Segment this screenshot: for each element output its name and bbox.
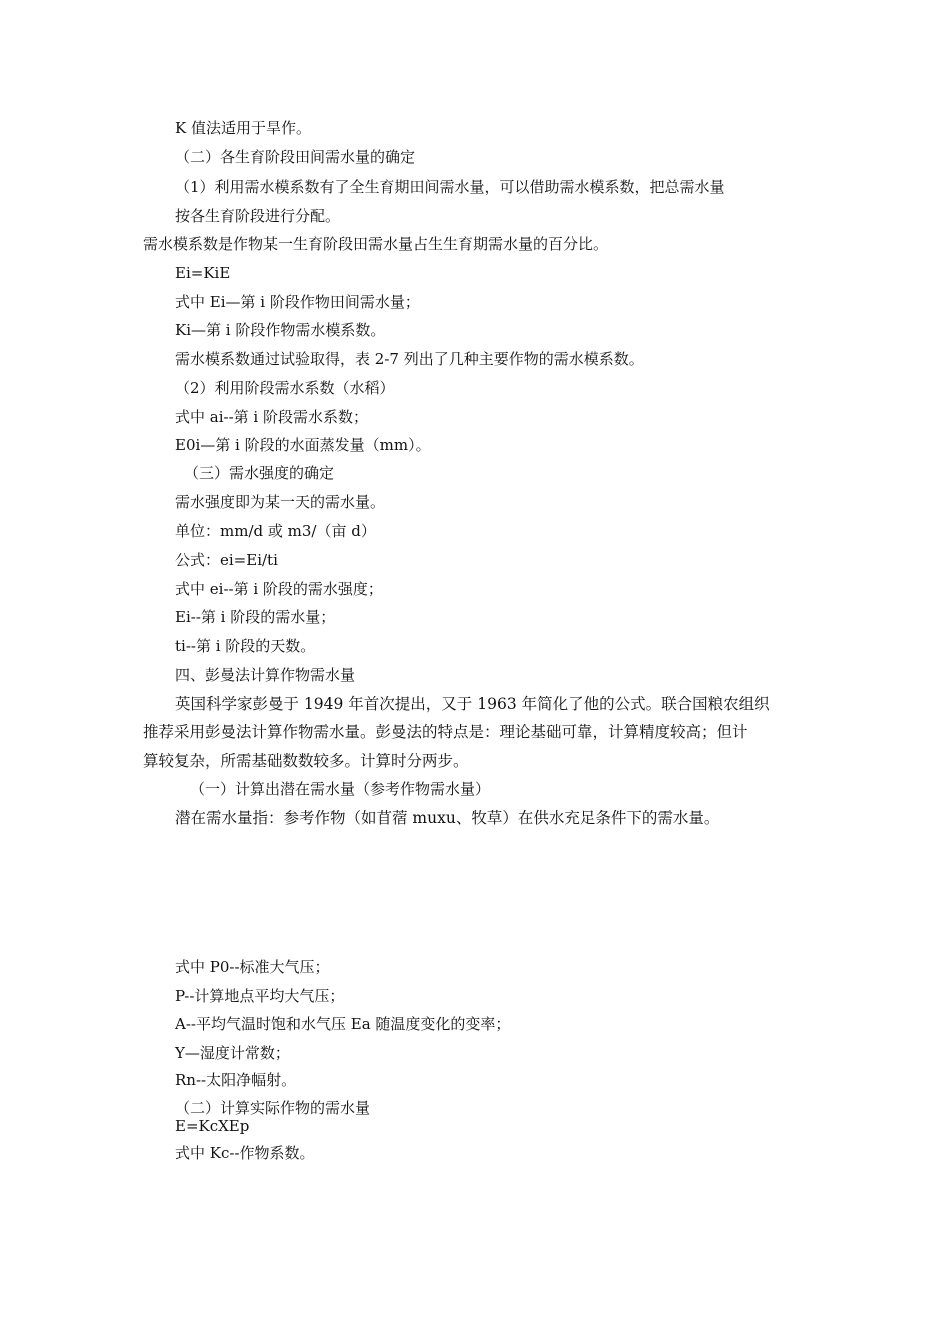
text-line: 需水模系数通过试验取得，表 2-7 列出了几种主要作物的需水模系数。 <box>175 350 644 368</box>
text-line: （1）利用需水模系数有了全生育期田间需水量，可以借助需水模系数，把总需水量 <box>175 178 725 196</box>
text-line: Y—湿度计常数； <box>175 1044 290 1062</box>
text-line: 式中 Kc--作物系数。 <box>175 1144 315 1162</box>
text-line: Rn--太阳净幅射。 <box>175 1071 297 1089</box>
text-line: 需水模系数是作物某一生育阶段田需水量占生生育期需水量的百分比。 <box>143 235 609 253</box>
text-line: （2）利用阶段需水系数（水稻） <box>175 379 395 397</box>
text-line: 式中 P0--标准大气压； <box>175 958 330 976</box>
section-heading: （二）计算实际作物的需水量 <box>175 1099 371 1117</box>
formula: Ei=KiE <box>175 264 231 282</box>
section-heading: 四、彭曼法计算作物需水量 <box>175 666 356 684</box>
text-line: Ei--第 i 阶段的需水量； <box>175 608 336 626</box>
text-line: 推荐采用彭曼法计算作物需水量。彭曼法的特点是：理论基础可靠，计算精度较高；但计 <box>143 723 748 741</box>
formula: 公式：ei=Ei/ti <box>175 551 278 569</box>
text-line: 需水强度即为某一天的需水量。 <box>175 493 386 511</box>
section-heading: （一）计算出潜在需水量（参考作物需水量） <box>190 780 491 798</box>
section-heading: （三）需水强度的确定 <box>184 464 335 482</box>
text-line: 单位：mm/d 或 m3/（亩 d） <box>175 522 376 540</box>
text-line: E0i—第 i 阶段的水面蒸发量（mm）。 <box>175 436 431 454</box>
text-line: P--计算地点平均大气压； <box>175 987 345 1005</box>
section-heading: （二）各生育阶段田间需水量的确定 <box>175 148 416 166</box>
text-line: 式中 Ei—第 i 阶段作物田间需水量； <box>175 293 420 311</box>
text-line: A--平均气温时饱和水气压 Ea 随温度变化的变率； <box>175 1015 511 1033</box>
formula: E=KcXEp <box>175 1117 250 1135</box>
text-line: Ki—第 i 阶段作物需水模系数。 <box>175 321 386 339</box>
text-line: K 值法适用于旱作。 <box>175 119 311 137</box>
text-line: 英国科学家彭曼于 1949 年首次提出，又于 1963 年简化了他的公式。联合国粮农组织 <box>175 695 770 713</box>
text-line: 式中 ai--第 i 阶段需水系数； <box>175 408 368 426</box>
text-line: 式中 ei--第 i 阶段的需水强度； <box>175 580 383 598</box>
text-line: ti--第 i 阶段的天数。 <box>175 637 316 655</box>
text-line: 潜在需水量指：参考作物（如苜蓿 muxu、牧草）在供水充足条件下的需水量。 <box>175 809 720 827</box>
text-line: 按各生育阶段进行分配。 <box>175 207 341 225</box>
text-line: 算较复杂，所需基础数数较多。计算时分两步。 <box>143 752 469 770</box>
